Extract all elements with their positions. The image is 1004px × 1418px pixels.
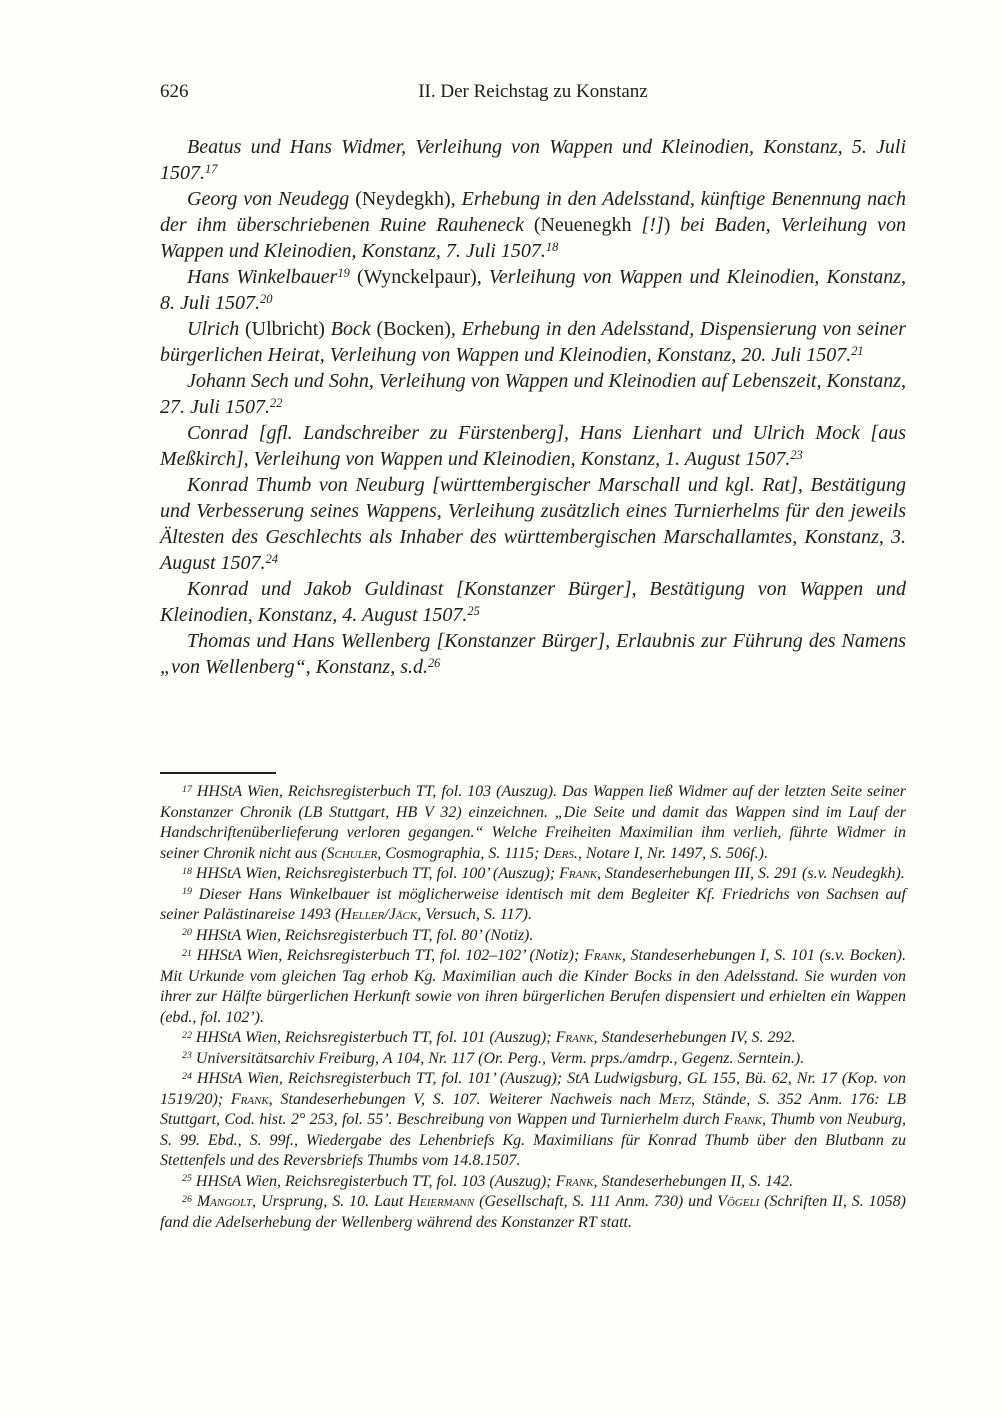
- page-header: [160, 80, 906, 104]
- regest-paragraph: [160, 628, 906, 680]
- footnote-ref: 24: [265, 552, 278, 567]
- regest-paragraph: [160, 316, 906, 368]
- text-segment: , Ursprung, S. 10. Laut: [252, 1193, 409, 1210]
- footnote-ref: 26: [427, 656, 441, 671]
- text-segment: bei Baden, Verleihung von Wappen und Kleinodien, Konstanz, 7. Juli 1507.: [160, 214, 907, 262]
- text-segment: HHStA Wien, Reichsregisterbuch TT, fol. 101 (Auszug);: [195, 1029, 556, 1046]
- footnote-number: 23: [182, 1050, 192, 1062]
- text-segment: Johann Sech und Sohn, Verleihung von Wappen und Kleinodien auf Lebenszeit, Konstanz, 27. Juli 1507.: [160, 370, 906, 418]
- footnote-number: 17: [182, 783, 192, 795]
- text-segment: HHStA Wien, Reichsregisterbuch TT, fol. 102–102’ (Notiz);: [196, 947, 584, 964]
- footnote: [160, 885, 906, 926]
- footnote: [160, 1069, 906, 1172]
- text-segment: HHStA Wien, Reichsregisterbuch TT, fol. 80’ (Notiz).: [195, 926, 534, 944]
- footnote-ref: 19: [337, 266, 350, 281]
- text-segment: ): [663, 214, 671, 236]
- text-segment: Mangolt: [196, 1193, 253, 1210]
- text-segment: (Ulbricht): [244, 318, 325, 340]
- footnote-number: 20: [182, 927, 192, 939]
- text-segment: , Notare I, Nr. 1497, S. 506f.).: [577, 844, 768, 862]
- text-segment: (Gesellschaft, S. 111 Anm. 730) und: [474, 1193, 718, 1210]
- footnote: [160, 1049, 906, 1070]
- text-segment: (Neuenegkh: [533, 214, 642, 236]
- text-segment: (Bocken): [376, 318, 451, 340]
- footnote-block: [160, 772, 906, 1233]
- text-segment: HHStA Wien, Reichsregisterbuch TT, fol. 101’ (Auszug); StA Ludwigsburg, GL 155, Bü. 62, Nr. 17 (Kop. von 1519/20);: [160, 1070, 906, 1108]
- text-segment: , Standeserhebungen II, S. 142.: [593, 1172, 794, 1190]
- footnote-ref: 20: [260, 292, 273, 307]
- text-segment: (Wynckelpaur): [356, 266, 477, 288]
- footnote-separator: [160, 772, 276, 774]
- text-segment: [!]: [641, 214, 664, 236]
- text-segment: Frank: [583, 947, 622, 964]
- footnote-ref: 22: [270, 396, 283, 411]
- text-segment: , Standeserhebungen V, S. 107. Weiterer Nachweis nach: [268, 1090, 659, 1108]
- footnote: [160, 782, 906, 864]
- regest-paragraph: [160, 186, 906, 264]
- text-segment: Konrad und Jakob Guldinast [Konstanzer Bürger], Bestätigung von Wappen und Kleinodien, Konstanz, 4. August 1507.: [160, 578, 906, 626]
- footnote-ref: 18: [545, 240, 559, 255]
- text-segment: Bock: [324, 318, 377, 340]
- text-segment: Schuler: [326, 844, 378, 862]
- text-segment: , Thumb von Neuburg, S. 99. Ebd., S. 99f., Wiedergabe des Lehenbriefs Kg. Maximilians für Konrad Thumb über den Blutbann zu Stettenfels und des Reversbriefs Thumbs vom 14.8.1507.: [160, 1111, 907, 1169]
- footnote: [160, 946, 906, 1028]
- text-segment: Frank: [230, 1090, 269, 1108]
- text-segment: HHStA Wien, Reichsregisterbuch TT, fol. 103 (Auszug);: [195, 1172, 556, 1190]
- footnote-number: 22: [182, 1029, 192, 1041]
- text-segment: Beatus und Hans Widmer, Verleihung von Wappen und Kleinodien, Konstanz, 5. Juli 1507.: [160, 136, 906, 184]
- text-segment: Frank: [559, 865, 598, 882]
- text-segment: HHStA Wien, Reichsregisterbuch TT, fol. 100’ (Auszug);: [195, 865, 560, 882]
- text-segment: Thomas und Hans Wellenberg [Konstanzer Bürger], Erlaubnis zur Führung des Namens „von Wellenberg“, Konstanz, s.d.: [160, 630, 906, 678]
- footnote: [160, 926, 906, 947]
- text-segment: Jäck: [388, 906, 418, 923]
- regest-paragraph: [160, 472, 906, 576]
- regest-paragraph: [160, 576, 906, 628]
- text-segment: Universitätsarchiv Freiburg, A 104, Nr. 117 (Or. Perg., Verm. prps./amdrp., Gegenz. Serntein.).: [195, 1049, 805, 1067]
- text-segment: HHStA Wien, Reichsregisterbuch TT, fol. 103 (Auszug). Das Wappen ließ Widmer auf der letzten Seite seiner Konstanzer Chronik (LB Stuttgart, HB V 32) einzeichnen. „Die Seite und damit das Wappen sind im Lauf der Handschriftenüberlieferung verloren gegangen.“ Welche Freiheiten Maximilian ihm verlieh, führte Widmer in seiner Chronik nicht aus (: [160, 783, 906, 862]
- text-segment: , Versuch, S. 117).: [417, 906, 532, 923]
- text-segment: Georg von Neudegg: [187, 188, 356, 210]
- text-segment: Hans Winkelbauer: [187, 266, 338, 288]
- text-segment: Heller: [340, 906, 385, 923]
- text-segment: , Erhebung in den Adelsstand, Dispensierung von seiner bürgerlichen Heirat, Verleihung von Wappen und Kleinodien, Konstanz, 20. Juli 1507.: [160, 318, 906, 366]
- text-segment: , Standeserhebungen III, S. 291 (s.v. Neudegkh).: [597, 865, 905, 882]
- regest-paragraph: [160, 368, 906, 420]
- footnote: [160, 1172, 906, 1193]
- footnote-ref: 21: [851, 344, 864, 359]
- text-segment: Metz: [658, 1090, 691, 1108]
- text-segment: Frank: [555, 1172, 594, 1190]
- footnote-number: 19: [182, 886, 192, 898]
- footnote-number: 25: [182, 1173, 192, 1185]
- footnote-number: 26: [182, 1193, 192, 1205]
- text-segment: , Erhebung in den Adelsstand, künftige Benennung nach der ihm überschriebenen Ruine Rauheneck: [160, 188, 906, 236]
- text-segment: , Cosmographia, S. 1115;: [377, 844, 544, 862]
- body-text: [160, 134, 906, 680]
- text-segment: , Verleihung von Wappen und Kleinodien, Konstanz, 8. Juli 1507.: [160, 266, 906, 314]
- text-segment: Vögeli: [717, 1193, 760, 1210]
- text-segment: /: [384, 906, 389, 923]
- text-segment: Ders.: [543, 844, 578, 862]
- text-segment: Konrad Thumb von Neuburg [württembergischer Marschall und kgl. Rat], Bestätigung und Verbesserung seines Wappens, Verleihung zusätzlich eines Turnierhelms für den jeweils Ältesten des Geschlechts als Inhaber des württembergischen Marschallamtes, Konstanz, 3. August 1507.: [160, 474, 906, 574]
- text-segment: Conrad [gfl. Landschreiber zu Fürstenberg], Hans Lienhart und Ulrich Mock [aus Meßkirch], Verleihung von Wappen und Kleinodien, Konstanz, 1. August 1507.: [160, 422, 906, 470]
- text-segment: Frank: [555, 1029, 594, 1046]
- footnotes-section: [160, 782, 906, 1233]
- text-segment: [350, 266, 357, 288]
- footnote-number: 24: [182, 1070, 192, 1082]
- page-number: 626: [160, 81, 189, 102]
- regest-paragraph: [160, 264, 906, 316]
- footnote: [160, 864, 906, 885]
- regest-paragraph: [160, 420, 906, 472]
- footnote-number: 18: [182, 865, 192, 877]
- running-title: II. Der Reichstag zu Konstanz: [418, 81, 648, 102]
- footnote-number: 21: [182, 947, 192, 959]
- text-segment: , Standeserhebungen I, S. 101 (s.v. Bocken). Mit Urkunde vom gleichen Tag erhob Kg. Maximilian auch die Kinder Bocks in den Adelsstand. Sie wurden von ihrer zur Hälfte bürgerlichen Herkunft sowie von ihren bürgerlichen Berufen dispensiert und erhielten ein Wappen (ebd., fol. 102’).: [160, 947, 906, 1026]
- text-segment: (Neydegkh): [355, 188, 451, 210]
- text-segment: , Stände, S. 352 Anm. 176: LB Stuttgart, Cod. hist. 2° 253, fol. 55’. Beschreibung von Wappen und Turnierhelm durch: [160, 1090, 906, 1128]
- footnote-ref: 23: [790, 448, 803, 463]
- footnote: [160, 1192, 906, 1233]
- text-segment: (Schriften II, S. 1058) fand die Adelserhebung der Wellenberg während des Konstanzer RT statt.: [160, 1193, 907, 1231]
- text-segment: Heiermann: [408, 1193, 475, 1210]
- text-segment: Dieser Hans Winkelbauer ist möglicherweise identisch mit dem Begleiter Kf. Friedrichs von Sachsen auf seiner Palästinareise 1493 (: [160, 885, 906, 923]
- footnote-ref: 25: [467, 604, 480, 619]
- text-segment: , Standeserhebungen IV, S. 292.: [593, 1029, 796, 1046]
- text-segment: Frank: [724, 1111, 762, 1128]
- text-segment: Ulrich: [187, 318, 245, 340]
- footnote-ref: 17: [205, 162, 218, 177]
- footnote: [160, 1028, 906, 1049]
- regest-paragraph: [160, 134, 906, 186]
